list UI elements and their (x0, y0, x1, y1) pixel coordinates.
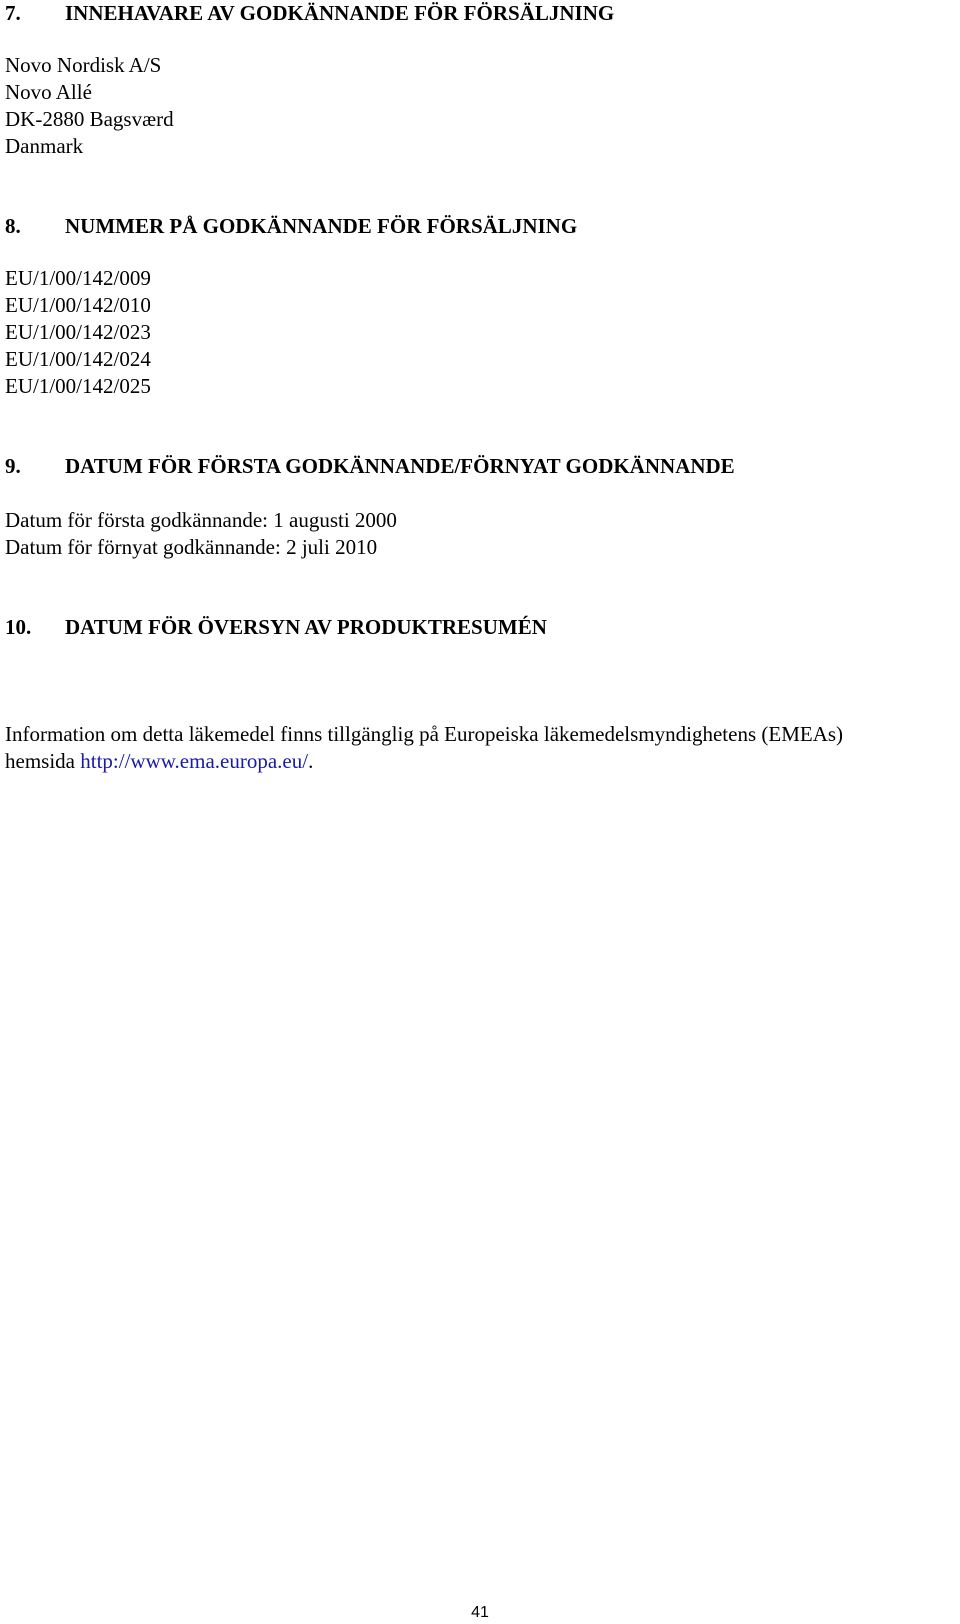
section-7-heading (5, 0, 614, 27)
address-line-4: Danmark (5, 134, 84, 158)
page-number: 41 (471, 1604, 489, 1621)
ema-website-link[interactable]: http://www.ema.europa.eu/ (80, 749, 309, 773)
approval-number-2: EU/1/00/142/010 (5, 293, 151, 317)
section-7-title: INNEHAVARE AV GODKÄNNANDE FÖR FÖRSÄLJNING (65, 1, 615, 25)
address-line-2: Novo Allé (5, 80, 92, 104)
address-line-3: DK-2880 Bagsværd (5, 107, 174, 131)
info-line-2-prefix: hemsida (5, 749, 81, 773)
address-line-1: Novo Nordisk A/S (5, 53, 162, 77)
info-line-1: Information om detta läkemedel finns tillgänglig på Europeiska läkemedelsmyndighetens (EMEAs) (5, 722, 844, 746)
renewal-date: Datum för förnyat godkännande: 2 juli 2010 (5, 535, 378, 559)
section-9-heading (5, 453, 735, 480)
section-10-heading (5, 614, 547, 641)
approval-number-5: EU/1/00/142/025 (5, 374, 151, 398)
section-10-title: DATUM FÖR ÖVERSYN AV PRODUKTRESUMÉN (65, 615, 547, 639)
section-10-number: 10. (5, 615, 32, 639)
section-7-number: 7. (5, 1, 21, 25)
section-9-title: DATUM FÖR FÖRSTA GODKÄNNANDE/FÖRNYAT GODKÄNNANDE (65, 454, 735, 478)
section-8-title: NUMMER PÅ GODKÄNNANDE FÖR FÖRSÄLJNING (65, 214, 578, 238)
section-8-number: 8. (5, 214, 21, 238)
info-line-2 (5, 748, 313, 775)
info-line-2-suffix: . (308, 749, 314, 773)
section-9-number: 9. (5, 454, 21, 478)
approval-number-1: EU/1/00/142/009 (5, 266, 151, 290)
section-8-heading (5, 213, 577, 240)
approval-number-4: EU/1/00/142/024 (5, 347, 151, 371)
approval-number-3: EU/1/00/142/023 (5, 320, 151, 344)
first-approval-date: Datum för första godkännande: 1 augusti 2000 (5, 508, 397, 532)
